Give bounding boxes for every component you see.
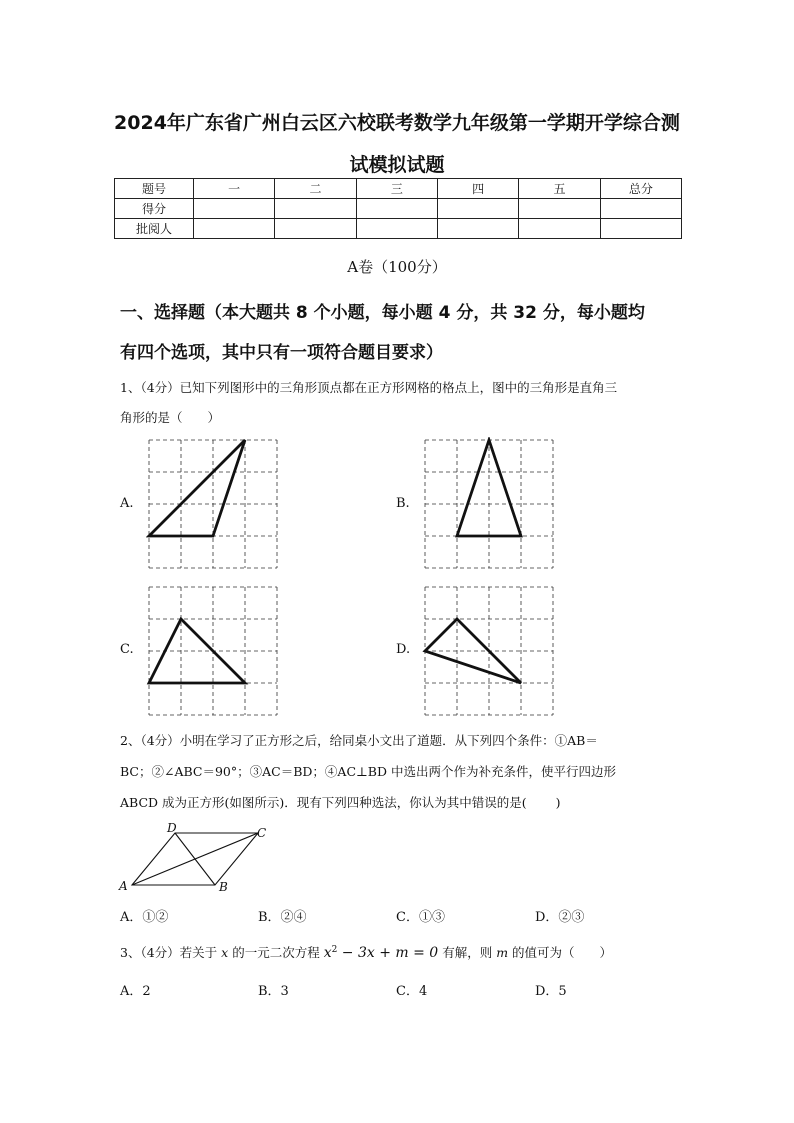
score-row-label: 得分	[115, 199, 194, 219]
score-header-cell: 题号	[115, 179, 194, 199]
q1-figure-b	[422, 437, 556, 571]
paper-title-line1: 2024年广东省广州白云区六校联考数学九年级第一学期开学综合测	[114, 112, 680, 134]
q3-option-a: A．2	[120, 984, 151, 999]
q1-option-c-label: C.	[120, 642, 134, 657]
score-table	[114, 178, 682, 239]
q3-middle-text-2: 有解，则	[442, 945, 493, 960]
volume-title: A卷（100分）	[347, 258, 447, 276]
q3-variable-m: m	[496, 945, 509, 960]
q3-suffix: 的值可为（ ）	[508, 945, 613, 960]
score-header-cell: 二	[275, 179, 356, 199]
score-cell	[437, 199, 518, 219]
score-cell	[194, 199, 275, 219]
vertex-label-b: B	[219, 880, 228, 894]
q3-equation-rest: − 3x + m = 0	[337, 945, 439, 961]
score-cell	[600, 219, 681, 239]
diagonal-bd	[175, 833, 215, 885]
score-table-row	[115, 219, 682, 239]
q3-option-c: C．4	[396, 984, 428, 999]
score-cell	[194, 219, 275, 239]
score-cell	[519, 199, 600, 219]
score-table-header-row	[115, 179, 682, 199]
score-header-cell: 三	[356, 179, 437, 199]
vertex-label-a: A	[119, 879, 128, 893]
score-row-label: 批阅人	[115, 219, 194, 239]
q3-text	[120, 943, 685, 961]
q3-equation-x: x	[323, 945, 332, 961]
score-header-cell: 四	[437, 179, 518, 199]
q3-equation-exponent: 2	[331, 944, 338, 955]
score-cell	[275, 219, 356, 239]
q2-text-line3: ABCD 成为正方形(如图所示)．现有下列四种选法，你认为其中错误的是( )	[120, 795, 561, 810]
vertex-label-c: C	[257, 826, 267, 840]
vertex-label-d: D	[167, 821, 177, 835]
q3-option-d: D．5	[535, 984, 567, 999]
q1-option-d-label: D.	[396, 642, 411, 657]
q1-figure-a	[146, 437, 280, 571]
score-header-cell: 五	[519, 179, 600, 199]
score-cell	[356, 219, 437, 239]
q2-option-b: B．②④	[258, 910, 307, 925]
q3-middle-text: 的一元二次方程	[232, 945, 320, 960]
right-triangle-shape	[149, 440, 245, 536]
score-cell	[437, 219, 518, 239]
q2-parallelogram-figure	[116, 820, 276, 896]
q1-option-a-label: A.	[120, 496, 134, 511]
grid-lines	[425, 440, 553, 568]
score-cell	[519, 219, 600, 239]
q2-option-a: A．①②	[120, 910, 169, 925]
q3-variable-x: x	[221, 945, 229, 960]
q2-text-line1: 2、（4分）小明在学习了正方形之后，给同桌小文出了道题．从下列四个条件：①AB＝	[120, 733, 598, 748]
score-header-cell: 一	[194, 179, 275, 199]
q1-option-b-label: B.	[396, 496, 410, 511]
q1-text-line2: 角形的是（ ）	[120, 410, 221, 425]
q1-figure-c	[146, 584, 280, 718]
score-cell	[275, 199, 356, 219]
paper-title-line2: 试模拟试题	[349, 154, 445, 176]
q2-option-d: D．②③	[535, 910, 585, 925]
q2-option-c: C．①③	[396, 910, 445, 925]
q1-text-line1: 1、（4分）已知下列图形中的三角形顶点都在正方形网格的格点上，图中的三角形是直角三	[120, 380, 618, 395]
score-header-cell: 总分	[600, 179, 681, 199]
score-cell	[356, 199, 437, 219]
q3-prefix: 3、（4分）若关于	[120, 945, 218, 960]
section-heading-line1: 一、选择题（本大题共 8 个小题，每小题 4 分，共 32 分，每小题均	[120, 303, 645, 323]
score-table-row	[115, 199, 682, 219]
q3-option-b: B．3	[258, 984, 289, 999]
score-cell	[600, 199, 681, 219]
section-heading-line2: 有四个选项，其中只有一项符合题目要求）	[120, 343, 443, 363]
grid-lines	[149, 440, 277, 568]
q2-text-line2: BC；②∠ABC＝90°；③AC＝BD；④AC⊥BD 中选出两个作为补充条件，使平行四边形	[120, 764, 616, 779]
q1-figure-d	[422, 584, 556, 718]
